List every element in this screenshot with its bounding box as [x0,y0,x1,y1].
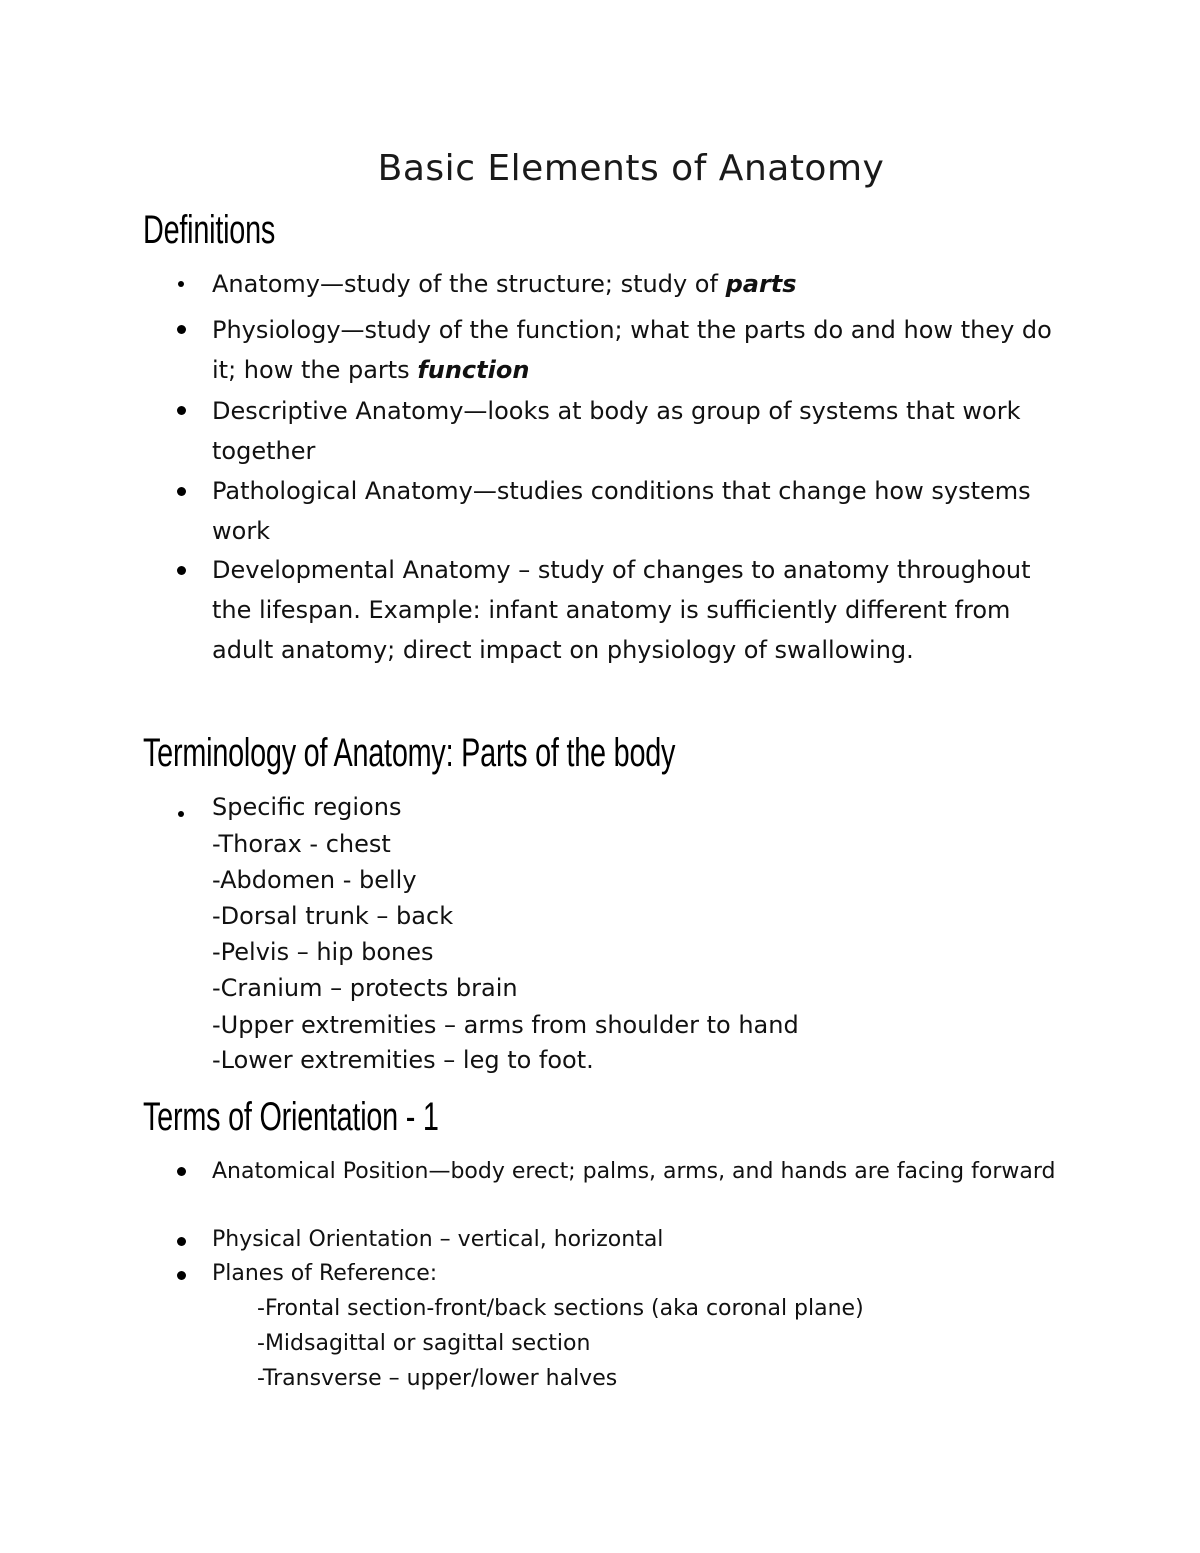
region-line: -Upper extremities – arms from shoulder to hand [212,1011,799,1039]
definition-item-descriptive: Descriptive Anatomy—looks at body as group of systems that work together [212,397,1021,465]
definition-text: Anatomy—study of the structure; study of [212,270,726,298]
heading-terminology: Terminology of Anatomy: Parts of the body [143,731,676,775]
region-line: -Abdomen - belly [212,866,417,894]
bullet-icon [177,566,186,575]
definition-emphasis: parts [725,270,797,298]
region-line: -Thorax - chest [212,830,391,858]
region-line: -Cranium – protects brain [212,974,518,1002]
bullet-icon [177,406,186,415]
region-line: -Pelvis – hip bones [212,938,434,966]
region-line: -Dorsal trunk – back [212,902,454,930]
terminology-item: Specific regions [212,793,402,821]
bullet-icon [178,811,184,817]
heading-orientation: Terms of Orientation - 1 [143,1095,439,1139]
definition-item-anatomy [212,264,1072,304]
bullet-icon [177,487,186,496]
definition-text: Physiology—study of the function; what the parts do and how they do it; how the parts [212,316,1052,384]
region-line: -Lower extremities – leg to foot. [212,1046,594,1074]
plane-line: -Midsagittal or sagittal section [257,1331,591,1356]
bullet-icon [177,1167,186,1176]
bullet-icon [177,1271,186,1280]
plane-line: -Frontal section-front/back sections (aka coronal plane) [257,1296,864,1321]
page-title: Basic Elements of Anatomy [377,148,885,189]
plane-line: -Transverse – upper/lower halves [257,1366,618,1391]
heading-definitions: Definitions [143,208,276,252]
definition-item-physiology [212,310,1072,390]
bullet-icon [177,1237,186,1246]
definition-emphasis: function [417,356,530,384]
orientation-item-position: Anatomical Position—body erect; palms, arms, and hands are facing forward [212,1159,1056,1184]
orientation-item-physical: Physical Orientation – vertical, horizontal [212,1227,664,1252]
orientation-item-planes: Planes of Reference: [212,1261,438,1286]
bullet-icon [178,281,184,287]
definition-item-pathological: Pathological Anatomy—studies conditions that change how systems work [212,477,1031,545]
definition-item-developmental: Developmental Anatomy – study of changes to anatomy throughout the lifespan. Example: infant anatomy is sufficiently different from adult anatomy; direct impact on physiology of swallowing. [212,556,1031,664]
bullet-icon [177,325,186,334]
